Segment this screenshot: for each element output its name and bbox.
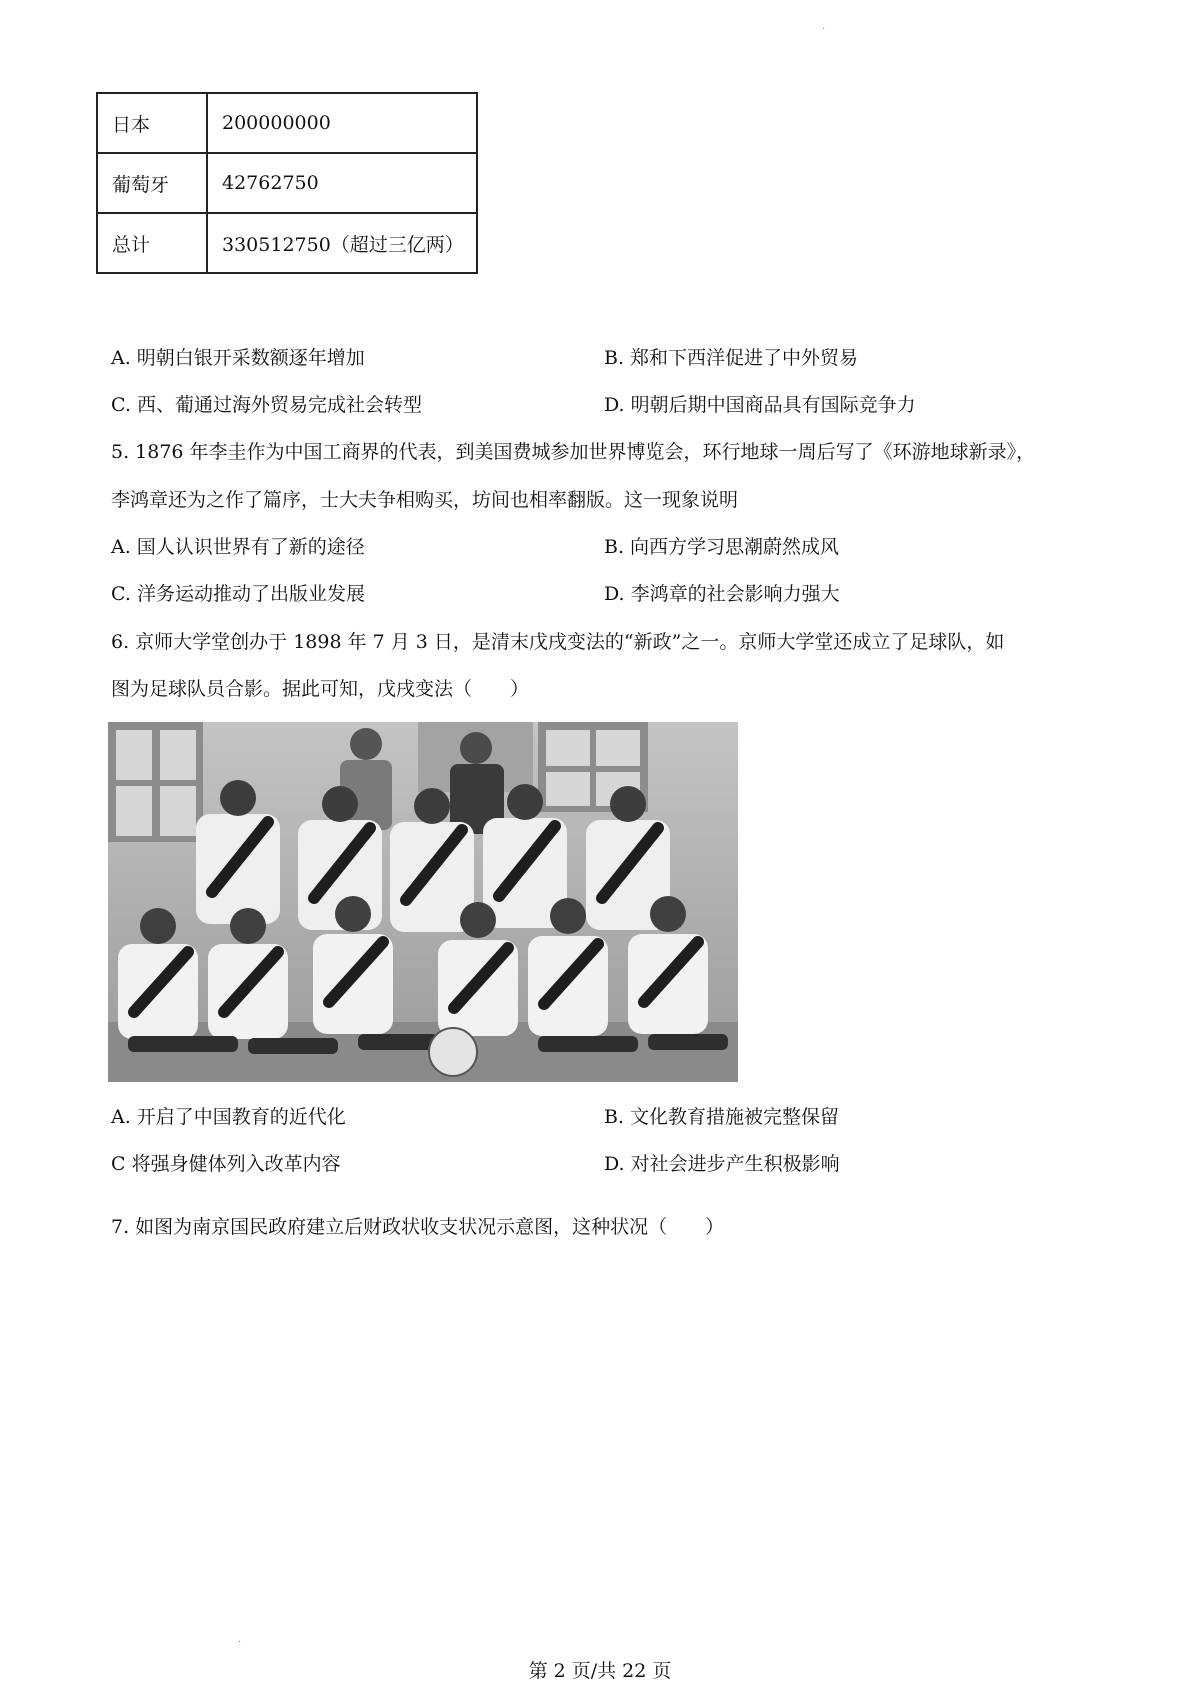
- q5-option-b: B. 向西方学习思潮蔚然成风: [604, 536, 840, 558]
- q4-option-b: B. 郑和下西洋促进了中外贸易: [604, 347, 859, 369]
- page-number: 第 2 页/共 22 页: [528, 1660, 672, 1682]
- table-cell-amount: 42762750: [207, 153, 477, 213]
- q4-option-c: C. 西、葡通过海外贸易完成社会转型: [111, 394, 422, 416]
- table-row: [97, 153, 477, 213]
- table-cell-country: 日本: [97, 93, 207, 153]
- silver-table: [96, 92, 478, 274]
- q7-stem-line1: 7. 如图为南京国民政府建立后财政状收支状况示意图，这种状况（ ）: [111, 1216, 725, 1238]
- scan-dot: ·: [238, 1637, 242, 1648]
- q6-option-b: B. 文化教育措施被完整保留: [604, 1106, 840, 1128]
- table-cell-amount: 330512750（超过三亿两）: [207, 213, 477, 273]
- table-row: [97, 93, 477, 153]
- q5-option-d: D. 李鸿章的社会影响力强大: [604, 583, 840, 605]
- q4-option-a: A. 明朝白银开采数额逐年增加: [111, 347, 365, 369]
- q5-option-c: C. 洋务运动推动了出版业发展: [111, 583, 365, 605]
- table-cell-country: 葡萄牙: [97, 153, 207, 213]
- q6-stem-line2: 图为足球队员合影。据此可知，戊戌变法（ ）: [111, 678, 530, 700]
- q6-stem-line1: 6. 京师大学堂创办于 1898 年 7 月 3 日，是清末戊戌变法的“新政”之一。京师大学堂还成立了足球队，如: [111, 631, 1005, 653]
- table-row: [97, 213, 477, 273]
- q5-option-a: A. 国人认识世界有了新的途径: [111, 536, 365, 558]
- q5-stem-line2: 李鸿章还为之作了篇序，士大夫争相购买，坊间也相率翻版。这一现象说明: [111, 489, 739, 511]
- q5-stem-line1: 5. 1876 年李圭作为中国工商界的代表，到美国费城参加世界博览会，环行地球一周后写了《环游地球新录》，: [111, 441, 1036, 463]
- q4-option-d: D. 明朝后期中国商品具有国际竞争力: [604, 394, 916, 416]
- scan-dot: ·: [822, 24, 826, 35]
- table-cell-amount: 200000000: [207, 93, 477, 153]
- q6-option-c: C 将强身健体列入改革内容: [111, 1153, 341, 1175]
- football-team-photo: [108, 722, 738, 1082]
- table-cell-country: 总计: [97, 213, 207, 273]
- q6-option-a: A. 开启了中国教育的近代化: [111, 1106, 346, 1128]
- q6-option-d: D. 对社会进步产生积极影响: [604, 1153, 840, 1175]
